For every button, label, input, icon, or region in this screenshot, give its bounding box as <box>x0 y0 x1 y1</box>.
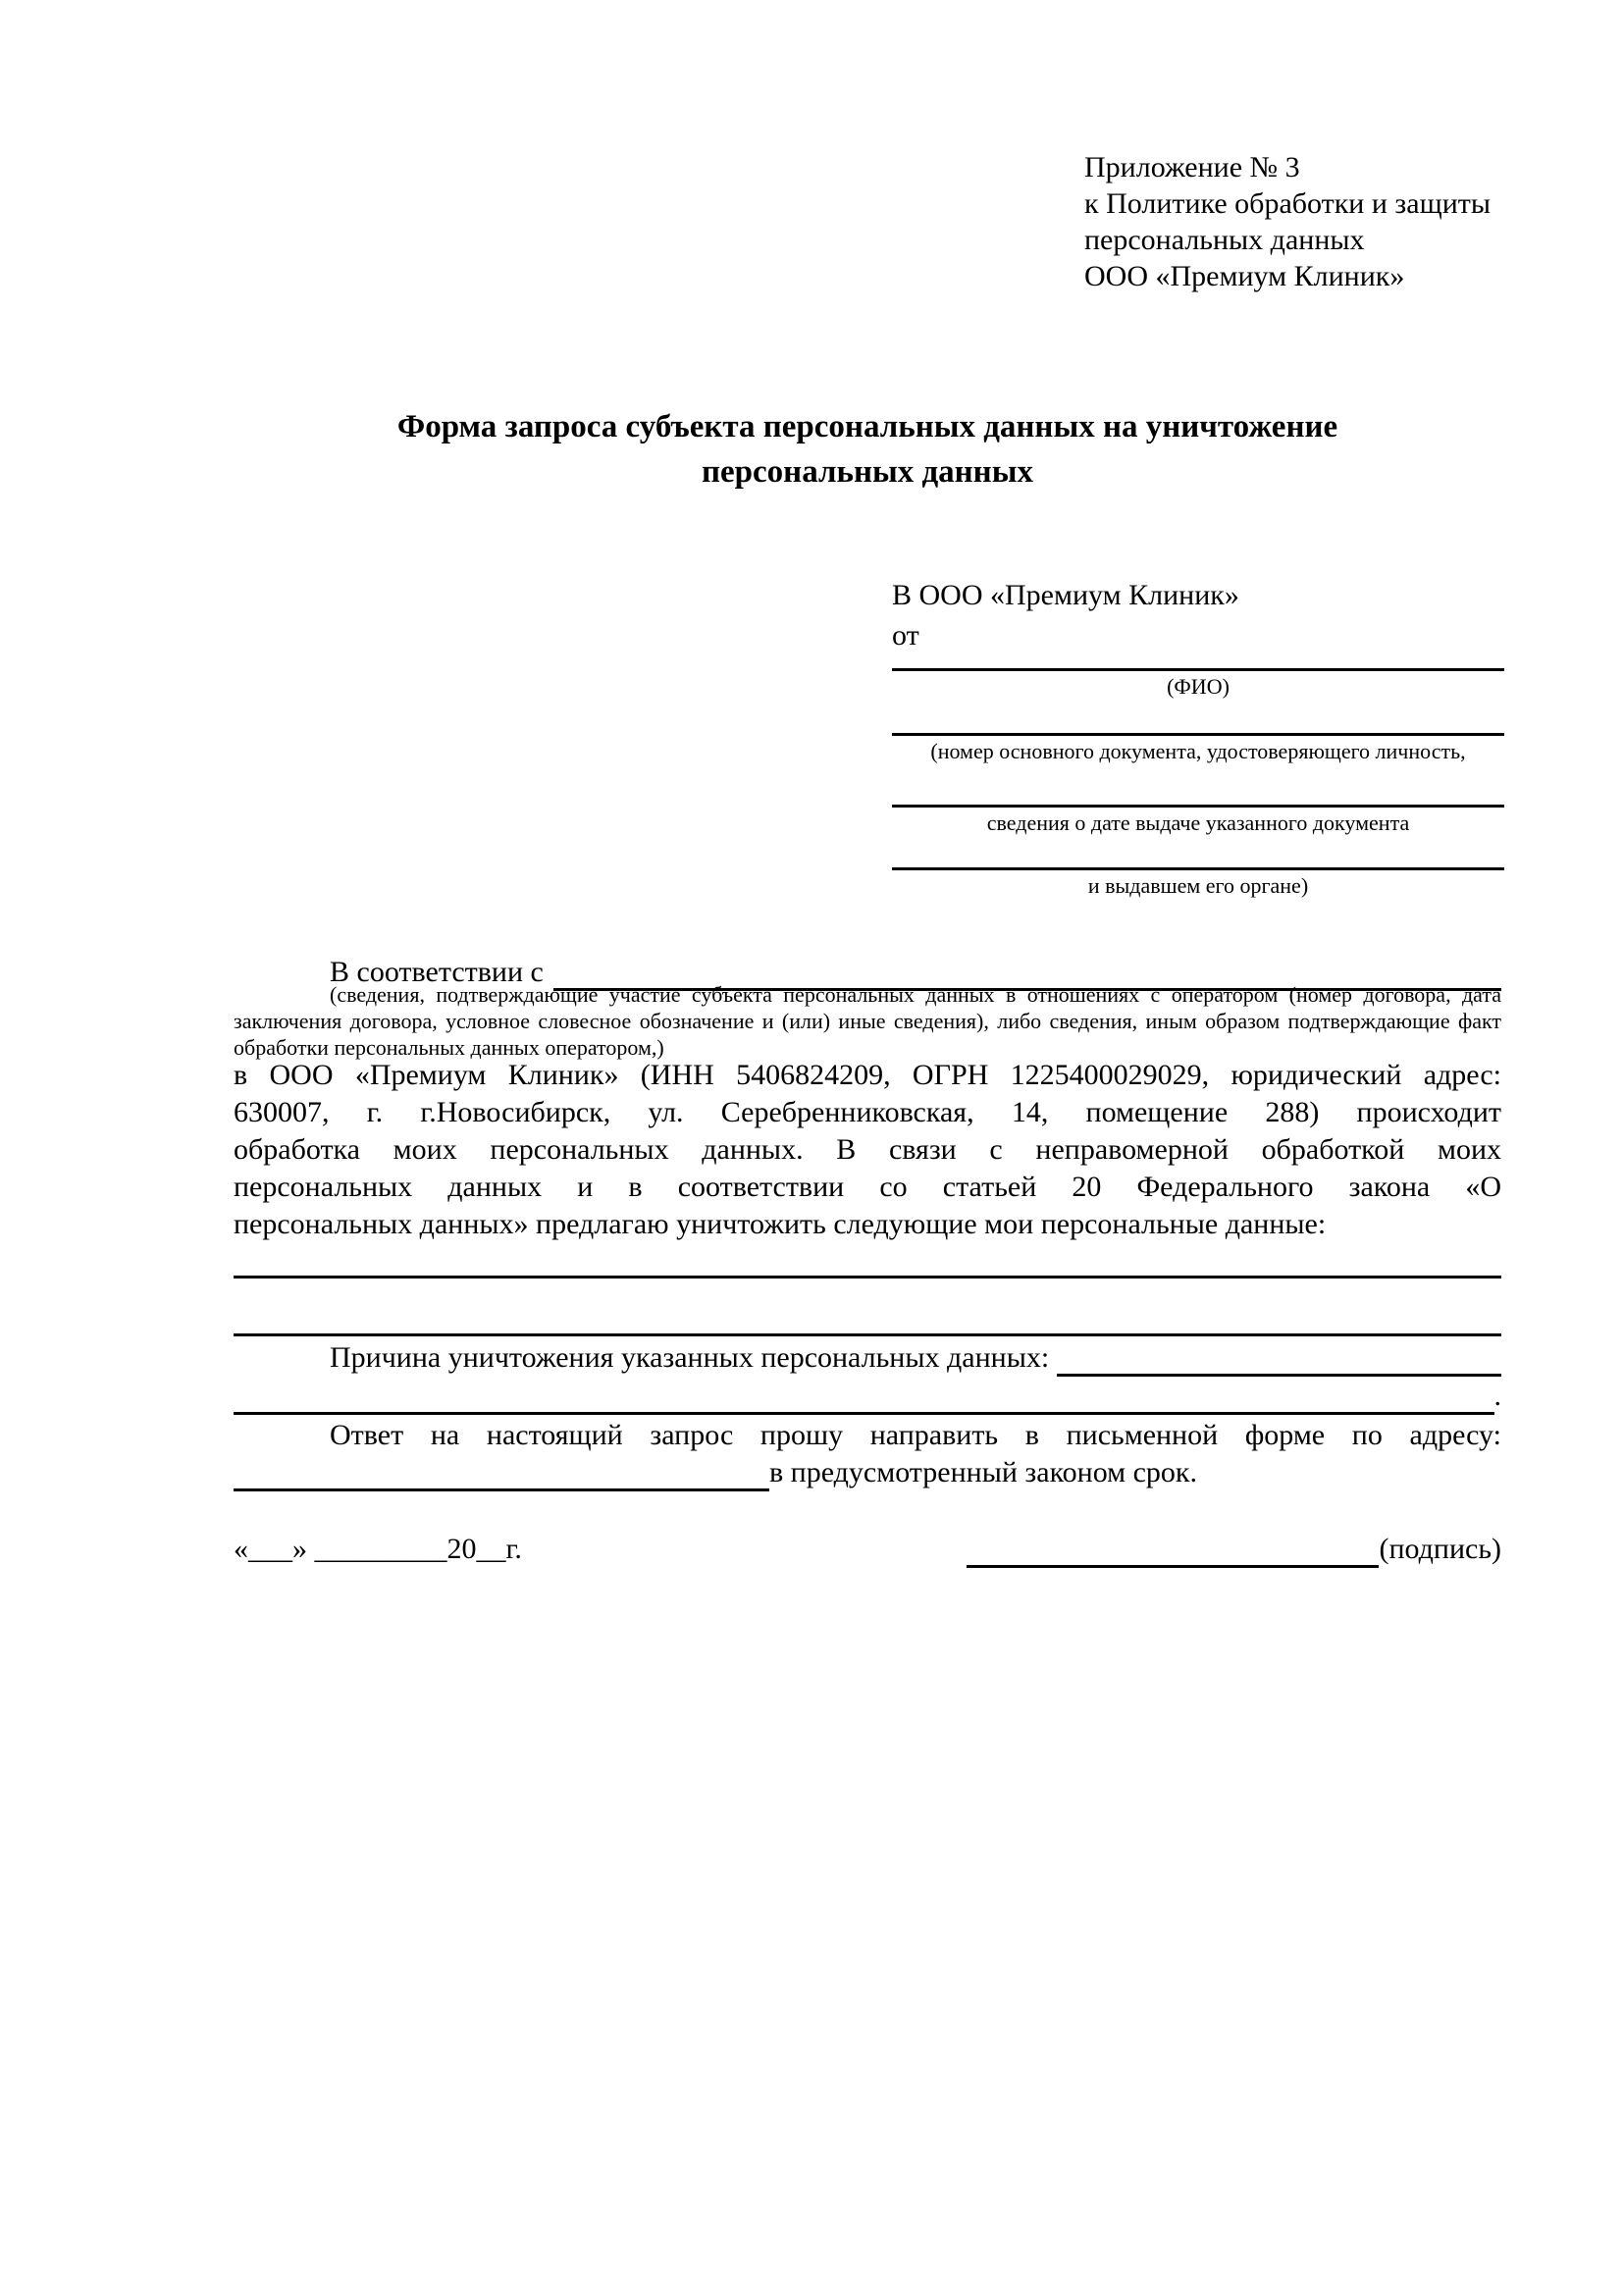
accordance-note <box>234 981 1501 1061</box>
fio-caption: (ФИО) <box>1167 674 1230 699</box>
addressee-from-label: от <box>892 619 919 652</box>
appendix-reference-line: персональных данных <box>1084 224 1365 256</box>
issuing-authority-blank-line <box>892 867 1504 870</box>
document-number-blank-line <box>892 733 1504 736</box>
signature-field <box>967 1531 1501 1568</box>
addressee-organization: В ООО «Премиум Клиник» <box>892 579 1239 611</box>
data-to-destroy-blank-line <box>234 1333 1501 1336</box>
body-paragraph-line: обработка моих персональных данных. В связи с неправомерной обработкой моих <box>234 1133 1501 1166</box>
appendix-reference-line: Приложение № 3 <box>1084 151 1300 183</box>
response-request-line: Ответ на настоящий запрос прошу направить в письменной форме по адресу: <box>330 1419 1501 1451</box>
appendix-reference-line: к Политике обработки и защиты <box>1084 187 1492 220</box>
body-paragraph-line: персональных данных и в соответствии со статьей 20 Федерального закона «О <box>234 1171 1501 1203</box>
date-field: «___» _________20__г. <box>234 1533 522 1565</box>
fio-blank-line <box>892 668 1504 671</box>
response-address-blank-line <box>234 1455 769 1491</box>
response-address-row <box>234 1454 1501 1491</box>
accordance-lead: В соответствии с <box>330 956 544 988</box>
reason-continuation-blank-line <box>234 1379 1494 1415</box>
issue-date-blank-line <box>892 805 1504 808</box>
accordance-note-line: заключения договора, условное словесное обозначение и (или) иные сведения), либо сведения, иным образом подтверждающие факт <box>234 1009 1501 1033</box>
response-request-tail: в предусмотренный законом срок. <box>769 1456 1197 1488</box>
reason-blank-line <box>1057 1340 1501 1377</box>
body-paragraph-line: персональных данных» предлагаю уничтожить следующие мои персональные данные: <box>234 1208 1327 1240</box>
body-paragraph <box>234 1057 1501 1243</box>
document-title-line: персональных данных <box>702 454 1033 490</box>
document-title-line: Форма запроса субъекта персональных данных на уничтожение <box>396 409 1338 444</box>
reason-continuation-row <box>234 1378 1501 1415</box>
reason-row <box>234 1339 1501 1377</box>
body-paragraph-line: в ООО «Премиум Клиник» (ИНН 5406824209, ОГРН 1225400029029, юридический адрес: <box>234 1059 1501 1091</box>
signature-caption: (подпись) <box>1379 1533 1501 1565</box>
reason-label: Причина уничтожения указанных персональных данных: <box>330 1341 1050 1374</box>
data-to-destroy-blank-line <box>234 1276 1501 1278</box>
accordance-note-line: обработки персональных данных оператором,) <box>234 1035 664 1060</box>
issuing-authority-caption: и выдавшем его органе) <box>1087 873 1309 898</box>
signature-blank-line <box>967 1532 1379 1568</box>
issue-date-caption: сведения о дате выдаче указанного документа <box>986 810 1410 835</box>
accordance-note-line: (сведения, подтверждающие участие субъекта персональных данных в отношениях с оператором (номер договора, дата <box>330 982 1501 1007</box>
reason-trailing-period: . <box>1493 1380 1501 1412</box>
date-signature-row <box>234 1531 1501 1568</box>
body-paragraph-line: 630007, г. г.Новосибирск, ул. Серебренниковская, 14, помещение 288) происходит <box>234 1096 1501 1128</box>
appendix-reference-line: ООО «Премиум Клиник» <box>1084 260 1405 292</box>
appendix-reference <box>1084 149 1555 294</box>
document-title <box>234 404 1501 495</box>
document-number-caption: (номер основного документа, удостоверяющего личность, <box>930 739 1466 763</box>
